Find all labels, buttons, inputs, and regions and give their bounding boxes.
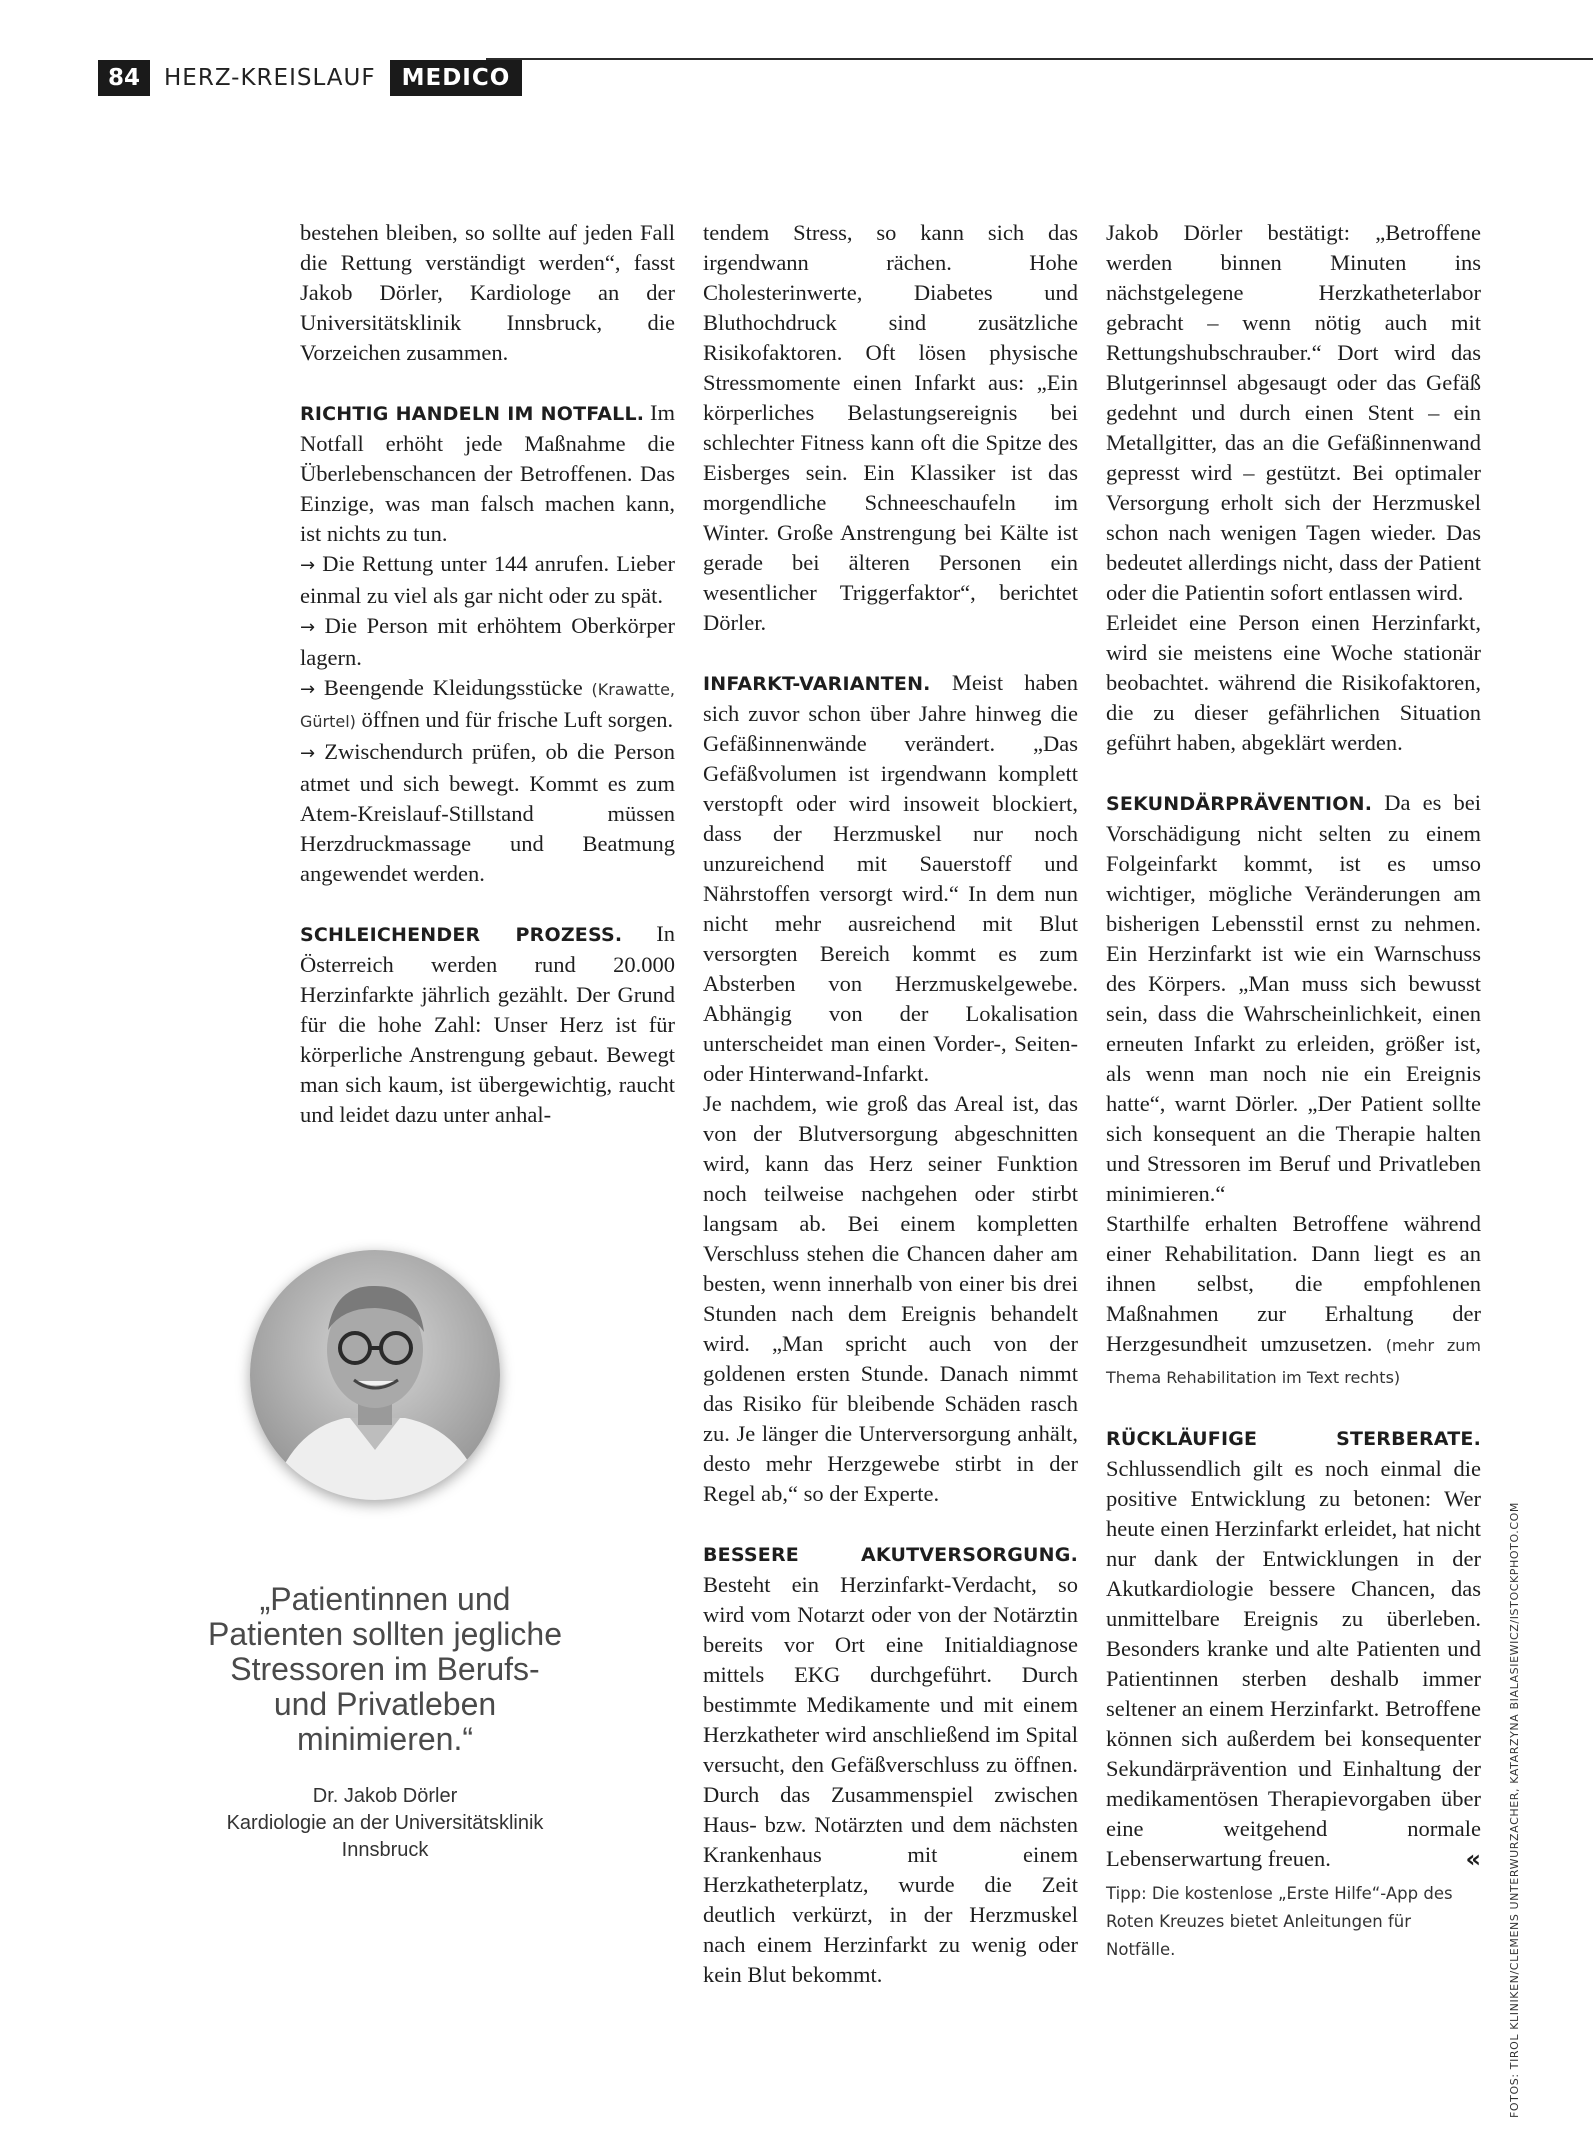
paragraph <box>703 668 1078 1089</box>
paragraph <box>300 919 675 1130</box>
arrow-icon: → <box>300 743 316 764</box>
article-column-3 <box>1106 218 1481 1964</box>
list-item-aside: (Krawatte, Gürtel) <box>300 680 675 731</box>
paragraph-text: Schlussendlich gilt es noch einmal die positive Entwicklung zu betonen: Wer heute einen Herzinfarkt erleidet, hat nicht nur dank der Entwicklungen in der Akutkardiologie bessere Chancen, das unmittelbare Ereignis zu überleben. Besonders kranke und alte Patienten und Patientinnen sterben deshalb immer seltener an einem Herzinfarkt. Betroffene können sich außerdem bei konsequenter Sekundärprävention und Einhaltung der medikamentösen Therapievorgaben über eine weitgehend normale Lebenserwartung freuen. <box>1106 1456 1481 1871</box>
paragraph <box>1106 788 1481 1209</box>
paragraph-note: (mehr zum Thema Rehabilitation im Text rechts) <box>1106 1336 1481 1387</box>
article-column-1 <box>300 218 675 1130</box>
paragraph-text: Starthilfe erhalten Betroffene während einer Rehabilitation. Dann liegt es an ihnen selbst, die empfohlenen Maßnahmen zur Erhaltung der Herzgesundheit umzusetzen. <box>1106 1211 1481 1356</box>
portrait-photo <box>250 1250 500 1500</box>
list-item-text: Beengende Kleidungsstücke <box>323 675 583 700</box>
page-header <box>98 60 522 96</box>
subheading-sekundaer: SEKUNDÄRPRÄVENTION. <box>1106 793 1373 815</box>
quote-text: „Patientinnen und Patienten sollten jegliche Stressoren im Berufs- und Privatleben minimieren.“ <box>207 1581 562 1757</box>
paragraph <box>703 1539 1078 1990</box>
photo-credit: FOTOS: TIROL KLINIKEN/CLEMENS UNTERWURZACHER, KATARZYNA BIALASIEWICZ/ISTOCKPHOTO.COM <box>1508 1501 1521 2118</box>
paragraph <box>1106 1209 1481 1393</box>
magazine-brand: MEDICO <box>390 60 523 96</box>
tip-note: Tipp: Die kostenlose „Erste Hilfe“-App des Roten Kreuzes bietet Anleitungen für Notfälle. <box>1106 1884 1453 1959</box>
paragraph: Je nachdem, wie groß das Areal ist, das von der Blutversorgung abgeschnitten wird, kann das Herz seiner Funktion noch teilweise nachgehen oder stirbt langsam ab. Bei einem kompletten Verschluss stehen die Chancen daher am besten, wenn innerhalb von einer bis drei Stunden nach dem Ereignis behandelt wird. „Man spricht auch von der goldenen ersten Stunde. Danach nimmt das Risiko für bleibende Schäden rasch zu. Je länger die Unterversorgung anhält, desto mehr Herzgewebe stirbt in der Regel ab,“ so der Experte. <box>703 1091 1078 1506</box>
article-column-2 <box>703 218 1078 1990</box>
paragraph-text: Da es bei Vorschädigung nicht selten zu einem Folgeinfarkt kommt, ist es umso wichtiger, mögliche Veränderungen am bisherigen Lebensstil ernst zu nehmen. Ein Herzinfarkt ist wie ein Warnschuss des Körpers. „Man muss sich bewusst sein, dass die Wahrscheinlichkeit, einen erneuten Infarkt zu erleiden, größer ist, als wenn man noch nie ein Ereignis hatte“, warnt Dörler. „Der Patient sollte sich konsequent an die Therapie halten und Stressoren im Beruf und Privatleben minimieren.“ <box>1106 790 1481 1206</box>
subheading-notfall: RICHTIG HANDELN IM NOTFALL. <box>300 403 645 425</box>
subheading-varianten: INFARKT-VARIANTEN. <box>703 673 931 695</box>
paragraph <box>1106 1423 1481 1874</box>
subheading-akut: BESSERE AKUTVERSORGUNG. <box>703 1544 1078 1566</box>
list-item <box>300 611 675 673</box>
subheading-prozess: SCHLEICHENDER PROZESS. <box>300 924 623 946</box>
quote-author-name: Dr. Jakob Dörler <box>312 1785 458 1807</box>
subheading-sterberate: RÜCKLÄUFIGE STERBERATE. <box>1106 1428 1481 1450</box>
page-number: 84 <box>98 60 150 96</box>
paragraph-text: In Österreich werden rund 20.000 Herzinfarkte jährlich gezählt. Der Grund für die hohe Zahl: Unser Herz ist für körperliche Anstrengung gebaut. Bewegt man sich kaum, ist übergewichtig, raucht und leidet dazu unter anhal- <box>300 921 675 1127</box>
paragraph: bestehen bleiben, so sollte auf jeden Fall die Rettung verständigt werden“, fasst Jakob Dörler, Kardiologe an der Universitätsklinik Innsbruck, die Vorzeichen zusammen. <box>300 220 675 365</box>
paragraph-text: Besteht ein Herzinfarkt-Verdacht, so wird vom Notarzt oder von der Notärztin bereits vor Ort eine Initialdiagnose mittels EKG durchgeführt. Durch bestimmte Medikamente und mit einem Herzkatheter wird anschließend im Spital versucht, den Gefäßverschluss zu öffnen. Durch das Zusammenspiel zwischen Haus- bzw. Notärzten und dem nächsten Krankenhaus mit einem Herzkatheterplatz, wurde die Zeit deutlich verkürzt, in der Herzmuskel nach einem Herzinfarkt zu wenig oder kein Blut bekommt. <box>703 1572 1078 1987</box>
quote-author-role: Kardiologie an der Universitätsklinik Innsbruck <box>226 1812 544 1861</box>
end-mark-icon: « <box>1465 1845 1481 1873</box>
list-item-text: öffnen und für frische Luft sorgen. <box>361 707 674 732</box>
quote-author <box>200 1783 570 1864</box>
arrow-icon: → <box>300 617 316 638</box>
header-rule <box>486 58 1593 60</box>
arrow-icon: → <box>300 555 316 576</box>
paragraph <box>300 398 675 549</box>
list-item <box>300 673 675 737</box>
person-portrait-icon <box>250 1250 500 1500</box>
list-item-text: Zwischendurch prüfen, ob die Person atmet und sich bewegt. Kommt es zum Atem-Kreislauf-Stillstand müssen Herzdruckmassage und Beatmung angewendet werden. <box>300 739 675 886</box>
paragraph-text: Meist haben sich zuvor schon über Jahre hinweg die Gefäßinnenwände verändert. „Das Gefäßvolumen ist irgendwann komplett verstopft oder wird insoweit blockiert, dass der Herzmuskel nur noch unzureichend mit Sauerstoff und Nährstoffen versorgt wird.“ In dem nun nicht mehr ausreichend mit Blut versorgten Bereich kommt es zum Absterben von Herzmuskelgewebe. Abhängig von der Lokalisation unterscheidet man einen Vorder-, Seiten- oder Hinterwand-Infarkt. <box>703 670 1078 1086</box>
paragraph: Jakob Dörler bestätigt: „Betroffene werden binnen Minuten ins nächstgelegene Herzkatheterlabor gebracht – wenn nötig auch mit Rettungshubschrauber.“ Dort wird das Blutgerinnsel abgesaugt oder das Gefäß gedehnt und durch einen Stent – ein Metallgitter, das an die Gefäßinnenwand gepresst wird – gestützt. Bei optimaler Versorgung erholt sich der Herzmuskel schon nach wenigen Tagen wieder. Das bedeutet allerdings nicht, dass der Patient oder die Patientin sofort entlassen wird. <box>1106 220 1481 605</box>
list-item-text: Die Person mit erhöhtem Oberkörper lagern. <box>300 613 675 670</box>
list-item <box>300 737 675 889</box>
paragraph-text: Im Notfall erhöht jede Maßnahme die Überlebenschancen der Betroffenen. Das Einzige, was man falsch machen kann, ist nichts zu tun. <box>300 400 676 546</box>
paragraph: Erleidet eine Person einen Herzinfarkt, wird sie meistens eine Woche stationär beobachtet. während die Risikofaktoren, die zu dieser gefährlichen Situation geführt haben, abgeklärt werden. <box>1106 610 1481 755</box>
list-item <box>300 549 675 611</box>
arrow-icon: → <box>300 679 316 700</box>
section-title: HERZ-KREISLAUF <box>164 65 376 91</box>
paragraph: tendem Stress, so kann sich das irgendwann rächen. Hohe Cholesterinwerte, Diabetes und Bluthochdruck sind zusätzliche Risikofaktoren. Oft lösen physische Stressmomente einen Infarkt aus: „Ein körperliches Belastungsereignis bei schlechter Fitness kann oft die Spitze des Eisberges sein. Ein Klassiker ist das morgendliche Schneeschaufeln im Winter. Große Anstrengung bei Kälte ist gerade bei älteren Personen ein wesentlicher Triggerfaktor“, berichtet Dörler. <box>703 220 1078 635</box>
list-item-text: Die Rettung unter 144 anrufen. Lieber einmal zu viel als gar nicht oder zu spät. <box>300 551 676 608</box>
pull-quote <box>200 1582 570 1864</box>
